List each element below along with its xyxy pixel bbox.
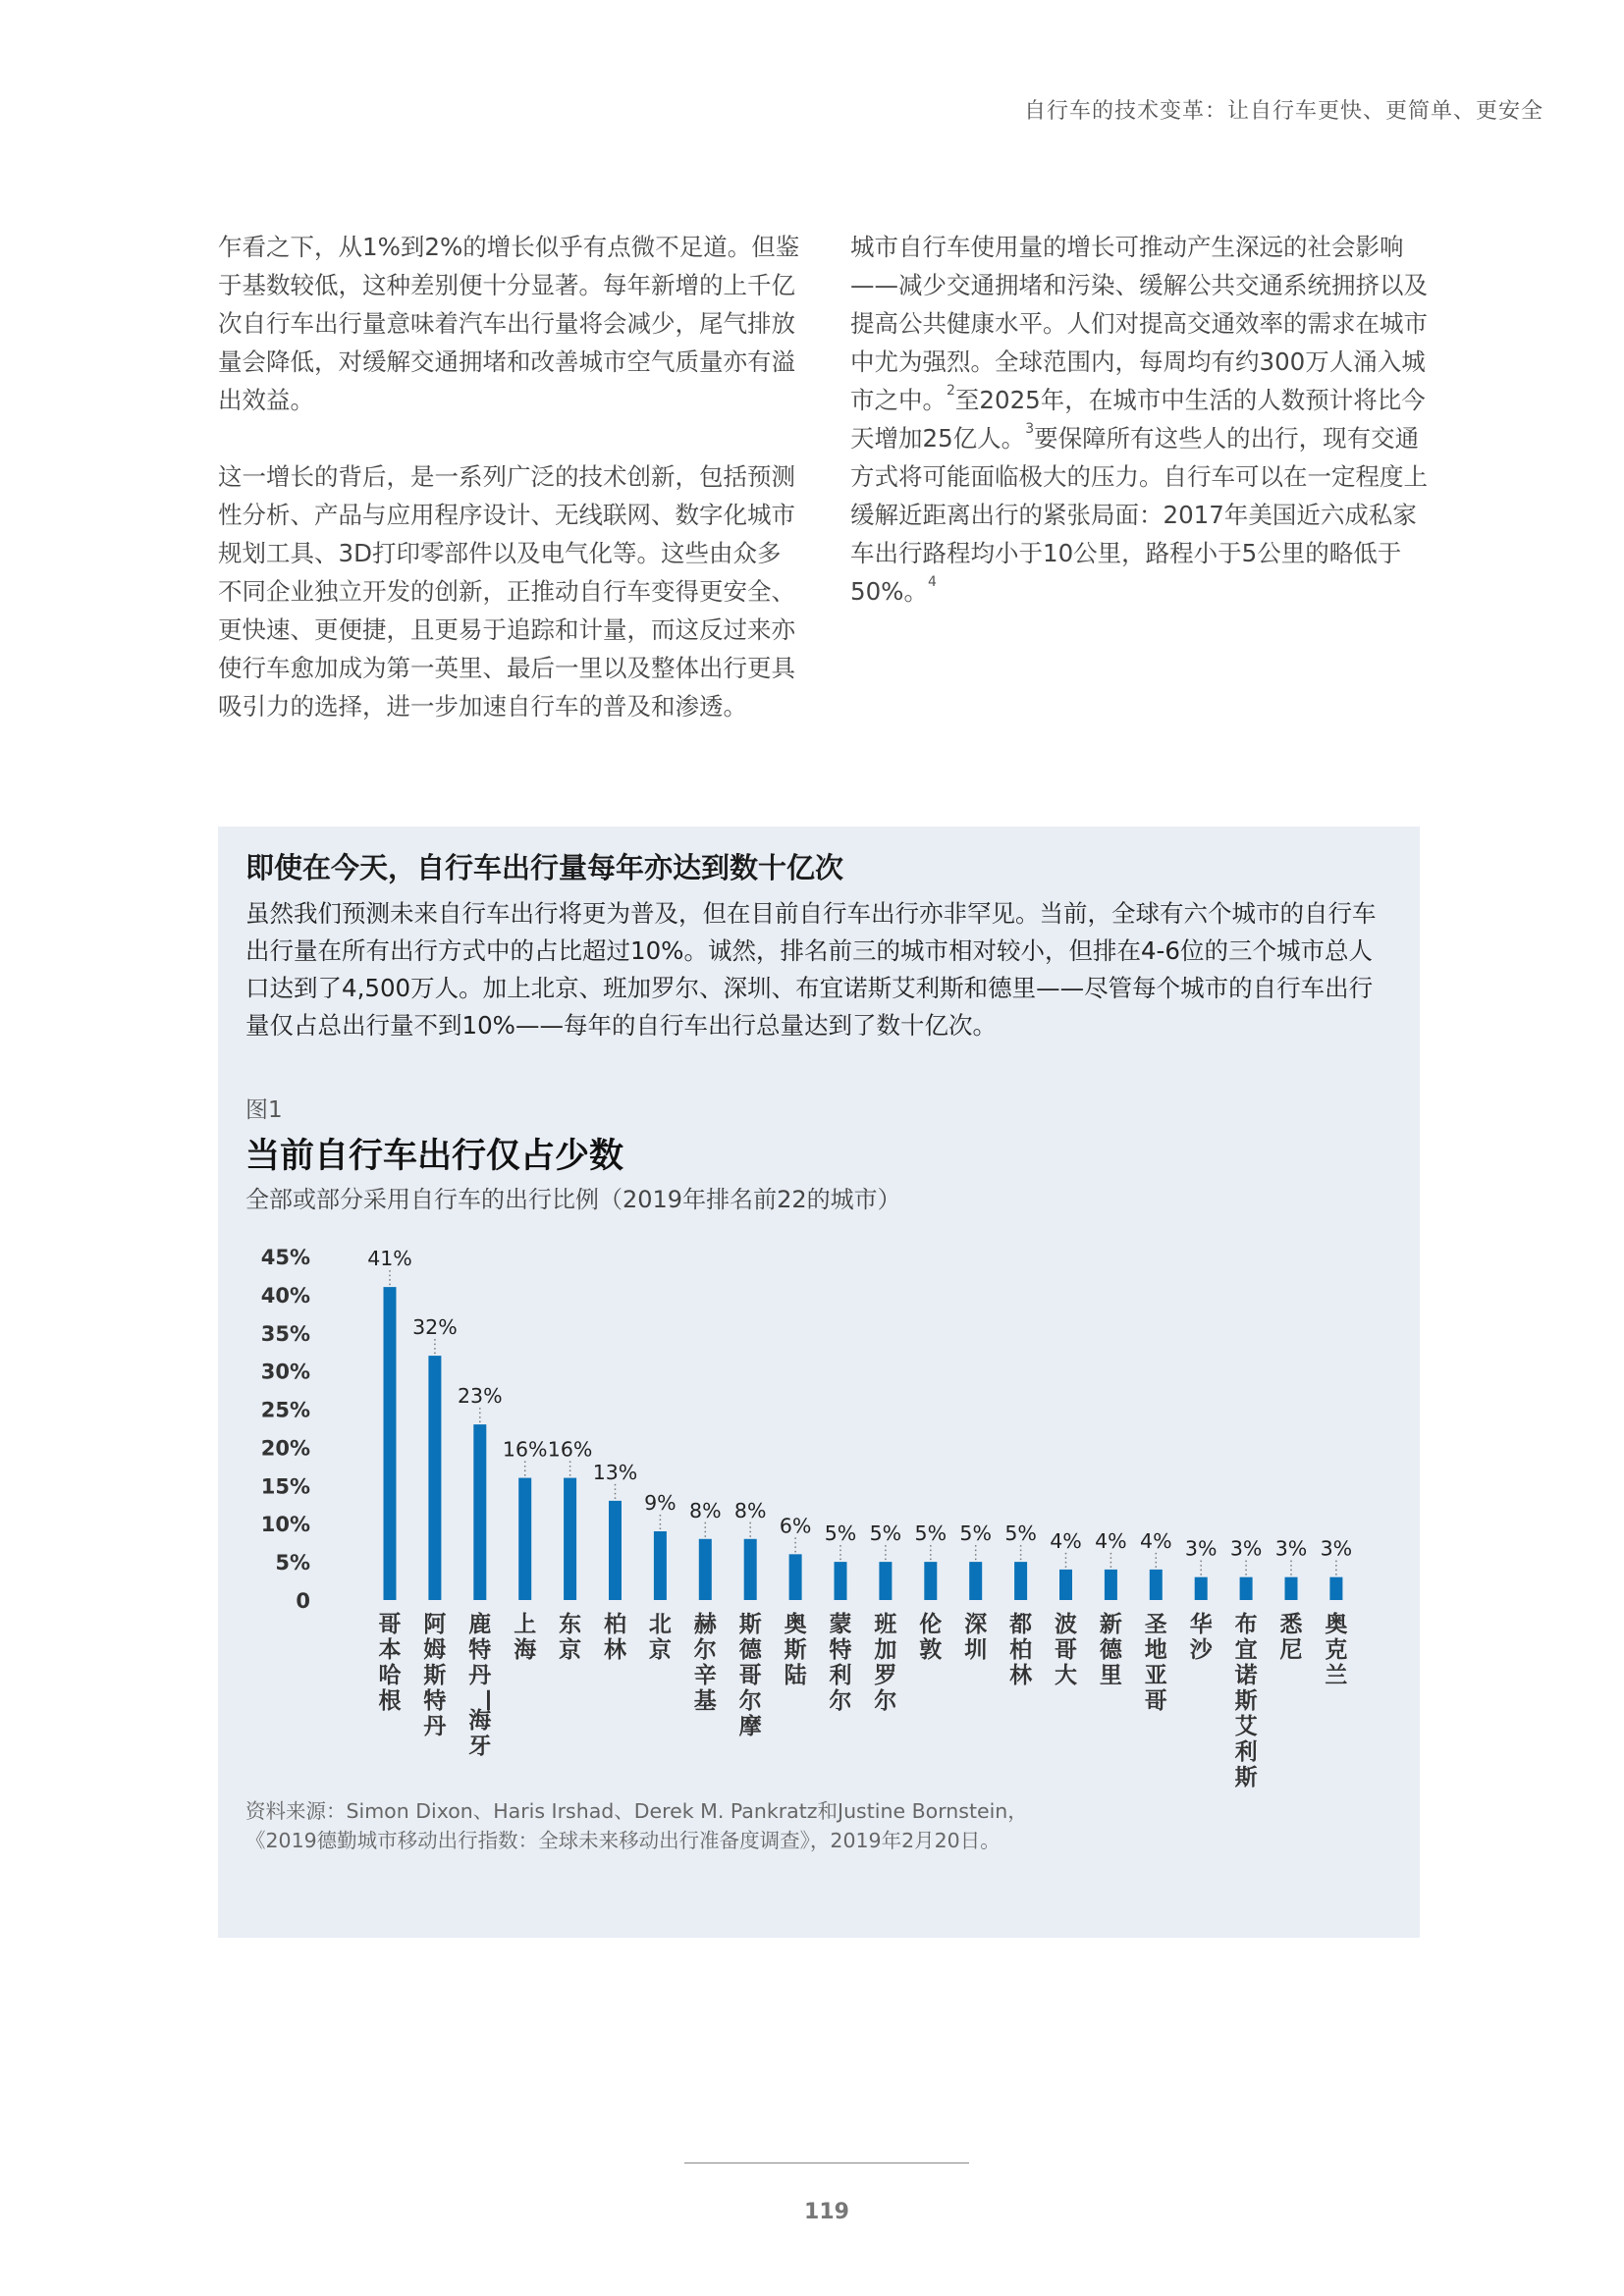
chart-bar bbox=[518, 1478, 531, 1600]
data-label: 4% bbox=[1095, 1528, 1127, 1553]
source-note bbox=[245, 1796, 1394, 1855]
category-label-char: 艾 bbox=[1234, 1714, 1258, 1739]
category-label-char: 丹 bbox=[468, 1663, 492, 1688]
source-line-1: 资料来源：Simon Dixon、Haris Irshad、Derek M. Pankratz和Justine Bornstein， bbox=[245, 1799, 1028, 1823]
category-label-char: 地 bbox=[1144, 1637, 1167, 1663]
y-tick-label: 5% bbox=[275, 1551, 310, 1575]
chart-bar bbox=[1285, 1577, 1298, 1600]
chart-bar bbox=[564, 1478, 576, 1600]
category-label-char: 班 bbox=[874, 1612, 897, 1637]
chart-bar bbox=[789, 1554, 802, 1600]
bar-chart bbox=[218, 827, 1420, 1808]
data-label: 6% bbox=[779, 1514, 812, 1538]
category-label-char: 阿 bbox=[423, 1612, 447, 1637]
category-label-char: 特 bbox=[829, 1637, 852, 1663]
category-label-char: 特 bbox=[423, 1688, 447, 1714]
category-label-char: 利 bbox=[1234, 1739, 1258, 1765]
category-label-char: 哥 bbox=[1144, 1688, 1167, 1714]
category-label-char: 德 bbox=[738, 1637, 762, 1663]
category-label-char: 尔 bbox=[693, 1637, 717, 1663]
data-label: 3% bbox=[1274, 1536, 1308, 1561]
category-label-char: 利 bbox=[829, 1663, 852, 1688]
data-label: 5% bbox=[914, 1522, 947, 1546]
category-label-char: 大 bbox=[1055, 1663, 1077, 1688]
category-label-char: 东 bbox=[559, 1612, 582, 1637]
chart-bar bbox=[473, 1424, 486, 1600]
data-label: 9% bbox=[644, 1491, 677, 1515]
category-label-char: 布 bbox=[1234, 1612, 1258, 1637]
category-label-char: 尔 bbox=[738, 1688, 762, 1714]
highlight-box bbox=[218, 827, 1420, 1938]
category-label-char: 亚 bbox=[1144, 1663, 1167, 1688]
page-number: 119 bbox=[804, 2200, 849, 2224]
right-text-column bbox=[850, 228, 1430, 611]
category-label-char: 尼 bbox=[1279, 1637, 1303, 1663]
category-label-char: 特 bbox=[468, 1637, 492, 1663]
data-label: 13% bbox=[592, 1460, 638, 1484]
data-label: 41% bbox=[367, 1247, 412, 1271]
figure-label: 图1 bbox=[245, 1097, 283, 1123]
category-label-char: 牙 bbox=[468, 1734, 492, 1759]
category-label-char: 尔 bbox=[874, 1688, 897, 1714]
data-label: 8% bbox=[733, 1498, 767, 1522]
y-tick-label: 30% bbox=[260, 1360, 310, 1384]
category-label-char: 加 bbox=[874, 1637, 897, 1663]
data-label: 3% bbox=[1184, 1536, 1218, 1561]
category-label-char: 里 bbox=[1099, 1663, 1122, 1688]
category-label-char: 基 bbox=[693, 1688, 717, 1714]
category-label-char: 林 bbox=[604, 1637, 626, 1663]
data-label: 16% bbox=[547, 1437, 593, 1462]
category-label-char: 斯 bbox=[1234, 1688, 1258, 1714]
left-paragraph-2: 这一增长的背后，是一系列广泛的技术创新，包括预测性分析、产品与应用程序设计、无线联网、数字化城市规划工具、3D打印零部件以及电气化等。这些由众多不同企业独立开发的创新，正推动自行车变得更安全、更快速、更便捷，且更易于追踪和计量，而这反过来亦使行车愈加成为第一英里、最后一里以及整体出行更具吸引力的选择，进一步加速自行车的普及和渗透。 bbox=[218, 462, 795, 721]
category-label-char: 兰 bbox=[1325, 1663, 1348, 1688]
chart-bar bbox=[835, 1562, 847, 1600]
box-title: 即使在今天，自行车出行量每年亦达到数十亿次 bbox=[245, 851, 844, 884]
category-label-char: 林 bbox=[1009, 1663, 1033, 1688]
chart-bar bbox=[969, 1562, 982, 1600]
category-label-char: 柏 bbox=[1009, 1637, 1033, 1663]
category-label-char: 姆 bbox=[423, 1637, 447, 1663]
category-label-char: 斯 bbox=[1234, 1765, 1258, 1790]
box-intro-text: 虽然我们预测未来自行车出行将更为普及，但在目前自行车出行亦非罕见。当前，全球有六个城市的自行车出行量在所有出行方式中的占比超过10%。诚然，排名前三的城市相对较小，但排在4-6位的三个城市总人口达到了4,500万人。加上北京、班加罗尔、深圳、布宜诺斯艾利斯和德里——尽管每个城市的自行车出行量仅占总出行量不到10%——每年的自行车出行总量达到了数十亿次。 bbox=[245, 899, 1377, 1040]
chart-bar bbox=[1150, 1570, 1163, 1600]
y-tick-label: 20% bbox=[260, 1436, 310, 1461]
category-label-char: 圣 bbox=[1144, 1612, 1167, 1637]
category-label-char: 蒙 bbox=[829, 1612, 852, 1637]
category-label-char: 鹿 bbox=[468, 1612, 492, 1637]
right-paragraph-text-a: 城市自行车使用量的增长可推动产生深远的社会影响——减少交通拥堵和污染、缓解公共交通系统拥挤以及提高公共健康水平。人们对提高交通效率的需求在城市中尤为强烈。全球范围内，每周均有约300万人涌入城市之中。 bbox=[850, 233, 1428, 414]
figure-title: 当前自行车出行仅占少数 bbox=[245, 1137, 624, 1176]
right-paragraph-1 bbox=[850, 228, 1430, 611]
data-label: 23% bbox=[458, 1384, 503, 1409]
category-label-char: 圳 bbox=[964, 1637, 988, 1663]
running-header: 自行车的技术变革：让自行车更快、更简单、更安全 bbox=[1023, 99, 1543, 124]
category-label-char: 奥 bbox=[784, 1612, 807, 1637]
data-label: 5% bbox=[824, 1522, 857, 1546]
category-label-char: 悉 bbox=[1279, 1612, 1303, 1637]
chart-bar bbox=[744, 1539, 757, 1600]
category-label-char: 伦 bbox=[919, 1612, 943, 1637]
y-tick-label: 10% bbox=[260, 1513, 310, 1537]
chart-bar bbox=[1059, 1570, 1072, 1600]
category-label-char: 宜 bbox=[1234, 1637, 1258, 1663]
category-label-char: 波 bbox=[1055, 1612, 1077, 1637]
category-label-char: 哥 bbox=[378, 1612, 402, 1637]
category-label-char: 深 bbox=[964, 1612, 988, 1637]
chart-bar bbox=[609, 1501, 622, 1600]
category-label-char: 上 bbox=[514, 1612, 537, 1637]
left-text-column bbox=[218, 228, 802, 725]
category-label-char: 丹 bbox=[423, 1714, 447, 1739]
category-label-char: 哥 bbox=[738, 1663, 762, 1688]
left-paragraph-1: 乍看之下，从1%到2%的增长似乎有点微不足道。但鉴于基数较低，这种差别便十分显著。每年新增的上千亿次自行车出行量意味着汽车出行量将会减少，尾气排放量会降低，对缓解交通拥堵和改善城市空气质量亦有溢出效益。 bbox=[218, 233, 800, 414]
chart-bar bbox=[384, 1287, 397, 1600]
category-label-char: 哥 bbox=[1055, 1637, 1077, 1663]
category-label-char: 都 bbox=[1009, 1612, 1033, 1637]
chart-bar bbox=[428, 1356, 441, 1600]
data-label: 3% bbox=[1229, 1536, 1263, 1561]
category-label-char: 敦 bbox=[919, 1637, 943, 1663]
chart-bar bbox=[1014, 1562, 1027, 1600]
chart-bar bbox=[654, 1531, 667, 1600]
footnote-ref-4: 4 bbox=[927, 574, 937, 590]
category-label-char: 尔 bbox=[829, 1688, 852, 1714]
chart-bar bbox=[1195, 1577, 1208, 1600]
y-tick-label: 25% bbox=[260, 1398, 310, 1422]
category-label-char: 根 bbox=[378, 1688, 402, 1714]
y-tick-label: 45% bbox=[260, 1246, 310, 1269]
category-label-char: 罗 bbox=[874, 1663, 897, 1688]
category-label-char: — bbox=[475, 1688, 502, 1712]
figure-subtitle: 全部或部分采用自行车的出行比例（2019年排名前22的城市） bbox=[245, 1186, 901, 1213]
y-tick-label: 40% bbox=[260, 1283, 310, 1308]
chart-bar bbox=[1329, 1577, 1342, 1600]
category-label-char: 海 bbox=[514, 1637, 537, 1663]
footnote-ref-3: 3 bbox=[1025, 421, 1035, 437]
data-label: 16% bbox=[502, 1437, 548, 1462]
y-tick-label: 15% bbox=[260, 1474, 310, 1499]
category-label-char: 海 bbox=[468, 1708, 492, 1734]
data-label: 8% bbox=[689, 1498, 722, 1522]
data-label: 5% bbox=[959, 1522, 992, 1546]
category-label-char: 德 bbox=[1099, 1637, 1122, 1663]
chart-bar bbox=[879, 1562, 892, 1600]
category-label-char: 京 bbox=[648, 1637, 672, 1663]
data-label: 3% bbox=[1320, 1536, 1353, 1561]
category-label-char: 哈 bbox=[378, 1663, 402, 1688]
category-label-char: 奥 bbox=[1325, 1612, 1348, 1637]
category-label-char: 新 bbox=[1099, 1612, 1122, 1637]
y-tick-label: 35% bbox=[260, 1321, 310, 1346]
chart-bar bbox=[1240, 1577, 1253, 1600]
category-label-char: 斯 bbox=[738, 1612, 762, 1637]
category-label-char: 本 bbox=[378, 1637, 402, 1663]
chart-bar bbox=[924, 1562, 937, 1600]
data-label: 4% bbox=[1050, 1528, 1082, 1553]
data-label: 5% bbox=[869, 1522, 902, 1546]
category-label-char: 辛 bbox=[693, 1663, 717, 1688]
data-label: 4% bbox=[1140, 1528, 1172, 1553]
y-tick-label: 0 bbox=[296, 1589, 310, 1613]
category-label-char: 沙 bbox=[1189, 1637, 1213, 1663]
category-label-char: 华 bbox=[1189, 1612, 1213, 1637]
right-paragraph-text-b: 至2025年，在城市中生活的人数预计将比今天增加25亿人。 bbox=[850, 386, 1426, 453]
chart-bar bbox=[1105, 1570, 1117, 1600]
right-paragraph-text-c: 要保障所有这些人的出行，现有交通方式将可能面临极大的压力。自行车可以在一定程度上缓解近距离出行的紧张局面：2017年美国近六成私家车出行路程均小于10公里，路程小于5公里的略低于50%。 bbox=[850, 424, 1428, 606]
source-line-2: 《2019德勤城市移动出行指数：全球未来移动出行准备度调查》，2019年2月20日。 bbox=[245, 1829, 1001, 1852]
data-label: 32% bbox=[412, 1315, 458, 1340]
category-label-char: 赫 bbox=[693, 1612, 717, 1637]
data-label: 5% bbox=[1004, 1522, 1037, 1546]
category-label-char: 斯 bbox=[784, 1637, 807, 1663]
footnote-ref-2: 2 bbox=[947, 383, 955, 399]
category-label-char: 诺 bbox=[1234, 1663, 1258, 1688]
category-label-char: 摩 bbox=[738, 1714, 762, 1739]
category-label-char: 斯 bbox=[423, 1663, 447, 1688]
category-label-char: 京 bbox=[559, 1637, 582, 1663]
category-label-char: 克 bbox=[1325, 1637, 1348, 1663]
chart-bar bbox=[699, 1539, 712, 1600]
category-label-char: 陆 bbox=[784, 1663, 807, 1688]
category-label-char: 北 bbox=[648, 1612, 672, 1637]
category-label-char: 柏 bbox=[604, 1612, 626, 1637]
